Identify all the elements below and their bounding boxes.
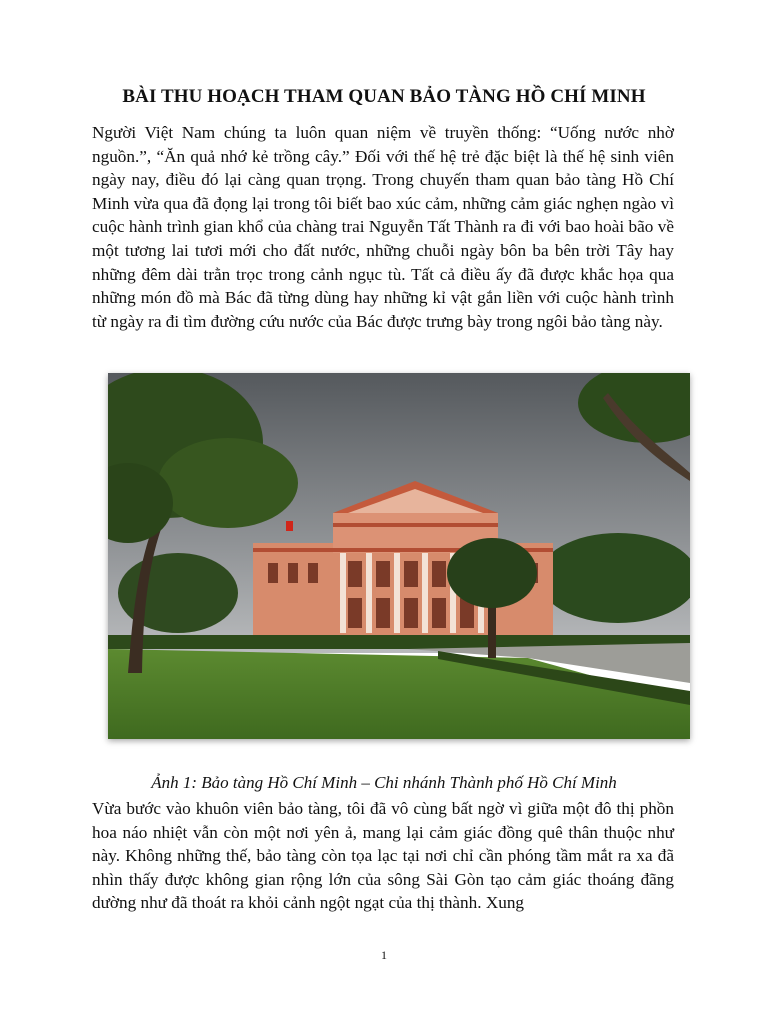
museum-photo [108, 373, 690, 739]
figure-caption: Ảnh 1: Bảo tàng Hồ Chí Minh – Chi nhánh Thành phố Hồ Chí Minh [151, 773, 617, 792]
paragraph-visit: Vừa bước vào khuôn viên bảo tàng, tôi đã vô cùng bất ngờ vì giữa một đô thị phồn hoa náo nhiệt vẫn còn một nơi yên ả, mang lại cảm giác đồng quê thân thuộc như này. Không những thế, bảo tàng còn tọa lạc tại nơi chỉ cần phóng tầm mắt ra xa đã nhìn thấy được không gian rộng lớn của sông Sài Gòn tạo cảm giác thoáng đãng dường như đã thoát ra khỏi cảnh ngột ngạt của thị thành. Xung [92, 799, 674, 913]
flag [286, 521, 293, 531]
paragraph-intro: Người Việt Nam chúng ta luôn quan niệm về truyền thống: “Uống nước nhờ nguồn.”, “Ăn quả nhớ kẻ trồng cây.” Đối với thế hệ trẻ đặc biệt là thế hệ sinh viên ngày nay, điều đó lại càng quan trọng. Trong chuyến tham quan bảo tàng Hồ Chí Minh vừa qua đã đọng lại trong tôi biết bao xúc cảm, những cảm giác nghẹn ngào vì cuộc hành trình gian khổ của chàng trai Nguyễn Tất Thành ra đi với bao hoài bão về một tương lai tươi mới cho đất nước, những chuỗi ngày bôn ba bên trời Tây hay những đêm dài trằn trọc trong cảnh ngục tù. Tất cả điều ấy đã được khắc họa qua những món đồ mà Bác đã từng dùng hay những kỉ vật gắn liền với cuộc hành trình từ ngày ra đi tìm đường cứu nước của Bác được trưng bày trong ngôi bảo tàng này. [92, 123, 674, 331]
page-title: BÀI THU HOẠCH THAM QUAN BẢO TÀNG HỒ CHÍ MINH [122, 86, 646, 107]
museum-photo-illustration [108, 373, 690, 739]
page-number: 1 [381, 948, 387, 962]
